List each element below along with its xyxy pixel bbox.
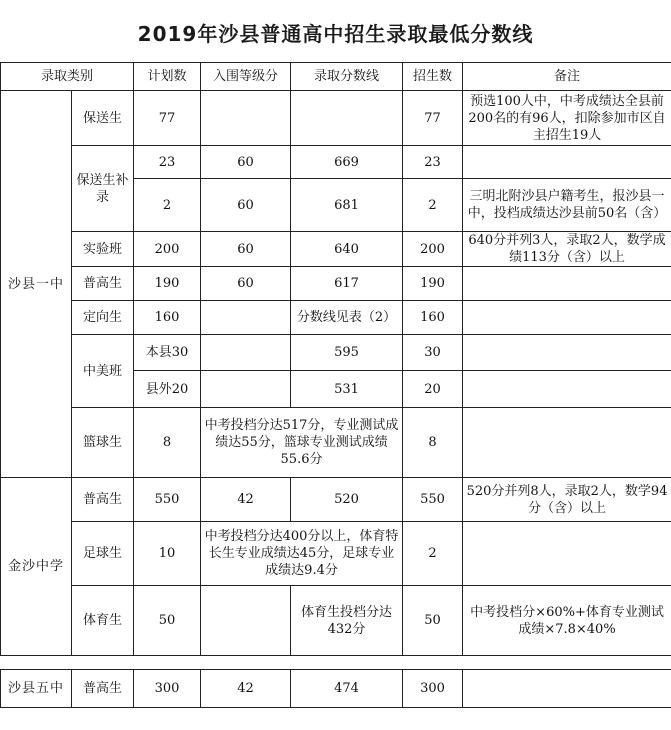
grade-cell: [201, 301, 291, 335]
category-cell: 普高生: [72, 267, 134, 301]
grade-cell: [201, 91, 291, 146]
remark-cell: [463, 335, 671, 371]
plan-cell: 300: [134, 670, 201, 708]
grade-cell: 42: [201, 670, 291, 708]
admitted-cell: 8: [403, 408, 463, 478]
grade-cell: 60: [201, 267, 291, 301]
table-row: [1, 522, 671, 586]
remark-cell: [463, 301, 671, 335]
admitted-cell: 190: [403, 267, 463, 301]
remark-cell: [463, 408, 671, 478]
category-cell: 定向生: [72, 301, 134, 335]
table-row: [1, 478, 671, 522]
score-cell: 体育生投档分达432分: [291, 586, 403, 656]
score-cell: 681: [291, 179, 403, 232]
admitted-cell: 550: [403, 478, 463, 522]
grade-cell: 42: [201, 478, 291, 522]
header-grade: 入围等级分: [201, 63, 291, 91]
admitted-cell: 2: [403, 522, 463, 586]
table-row: [1, 91, 671, 146]
plan-cell: 160: [134, 301, 201, 335]
admitted-cell: 23: [403, 146, 463, 179]
grade-cell: [201, 586, 291, 656]
remark-cell: [463, 522, 671, 586]
plan-cell: 23: [134, 146, 201, 179]
school-jinsha: 金沙中学: [1, 478, 72, 656]
remark-cell: 640分并列3人，录取2人，数学成绩113分（含）以上: [463, 232, 671, 267]
table-row: [1, 301, 671, 335]
remark-cell: [463, 267, 671, 301]
plan-cell: 县外20: [134, 371, 201, 408]
score-cell: 520: [291, 478, 403, 522]
header-score: 录取分数线: [291, 63, 403, 91]
admitted-cell: 160: [403, 301, 463, 335]
admitted-cell: 20: [403, 371, 463, 408]
score-cell: [291, 91, 403, 146]
admitted-cell: 300: [403, 670, 463, 708]
category-cell: 中美班: [72, 335, 134, 408]
category-cell: 实验班: [72, 232, 134, 267]
school-wuzhong: 沙县五中: [1, 670, 72, 708]
remark-cell: [463, 670, 671, 708]
header-admitted: 招生数: [403, 63, 463, 91]
detail-cell: 中考投档分达400分以上，体育特长生专业成绩达45分，足球专业成绩达9.4分: [201, 522, 403, 586]
remark-cell: [463, 146, 671, 179]
score-cell: 分数线见表（2）: [291, 301, 403, 335]
remark-cell: 520分并列8人，录取2人，数学94分（含）以上: [463, 478, 671, 522]
admitted-cell: 30: [403, 335, 463, 371]
remark-cell: 中考投档分×60%+体育专业测试成绩×7.8×40%: [463, 586, 671, 656]
table-row: [1, 408, 671, 478]
plan-cell: 本县30: [134, 335, 201, 371]
category-cell: 足球生: [72, 522, 134, 586]
grade-cell: [201, 335, 291, 371]
remark-cell: 三明北附沙县户籍考生，报沙县一中，投档成绩达沙县前50名（含）: [463, 179, 671, 232]
table-row: [1, 267, 671, 301]
category-cell: 体育生: [72, 586, 134, 656]
page-title: 2019年沙县普通高中招生录取最低分数线: [137, 22, 534, 46]
admitted-cell: 50: [403, 586, 463, 656]
grade-cell: [201, 371, 291, 408]
plan-cell: 8: [134, 408, 201, 478]
table-row: [1, 586, 671, 656]
admitted-cell: 2: [403, 179, 463, 232]
category-cell: 保送生: [72, 91, 134, 146]
header-row: [1, 63, 671, 91]
plan-cell: 2: [134, 179, 201, 232]
score-cell: 669: [291, 146, 403, 179]
header-remark: 备注: [463, 63, 671, 91]
spacer-row: [1, 656, 671, 670]
school-shaxian-yizhong: 沙县一中: [1, 91, 72, 478]
plan-cell: 50: [134, 586, 201, 656]
plan-cell: 190: [134, 267, 201, 301]
score-cell: 640: [291, 232, 403, 267]
score-cell: 595: [291, 335, 403, 371]
category-cell: 篮球生: [72, 408, 134, 478]
category-cell: 保送生补录: [72, 146, 134, 232]
grade-cell: 60: [201, 146, 291, 179]
header-category: 录取类别: [1, 63, 134, 91]
admitted-cell: 77: [403, 91, 463, 146]
plan-cell: 200: [134, 232, 201, 267]
score-cell: 617: [291, 267, 403, 301]
table-row: [1, 232, 671, 267]
score-cell: 474: [291, 670, 403, 708]
remark-cell: 预选100人中，中考成绩达全县前200名的有96人，扣除参加市区自主招生19人: [463, 91, 671, 146]
score-cell: 531: [291, 371, 403, 408]
spacer-cell: [1, 656, 671, 670]
category-cell: 普高生: [72, 478, 134, 522]
table-row: [1, 670, 671, 708]
detail-cell: 中考投档分达517分，专业测试成绩达55分，篮球专业测试成绩55.6分: [201, 408, 403, 478]
header-plan: 计划数: [134, 63, 201, 91]
plan-cell: 10: [134, 522, 201, 586]
category-cell: 普高生: [72, 670, 134, 708]
remark-cell: [463, 371, 671, 408]
grade-cell: 60: [201, 232, 291, 267]
grade-cell: 60: [201, 179, 291, 232]
plan-cell: 77: [134, 91, 201, 146]
table-row: [1, 146, 671, 179]
plan-cell: 550: [134, 478, 201, 522]
table-row: [1, 335, 671, 371]
admission-table: [0, 62, 671, 708]
admitted-cell: 200: [403, 232, 463, 267]
